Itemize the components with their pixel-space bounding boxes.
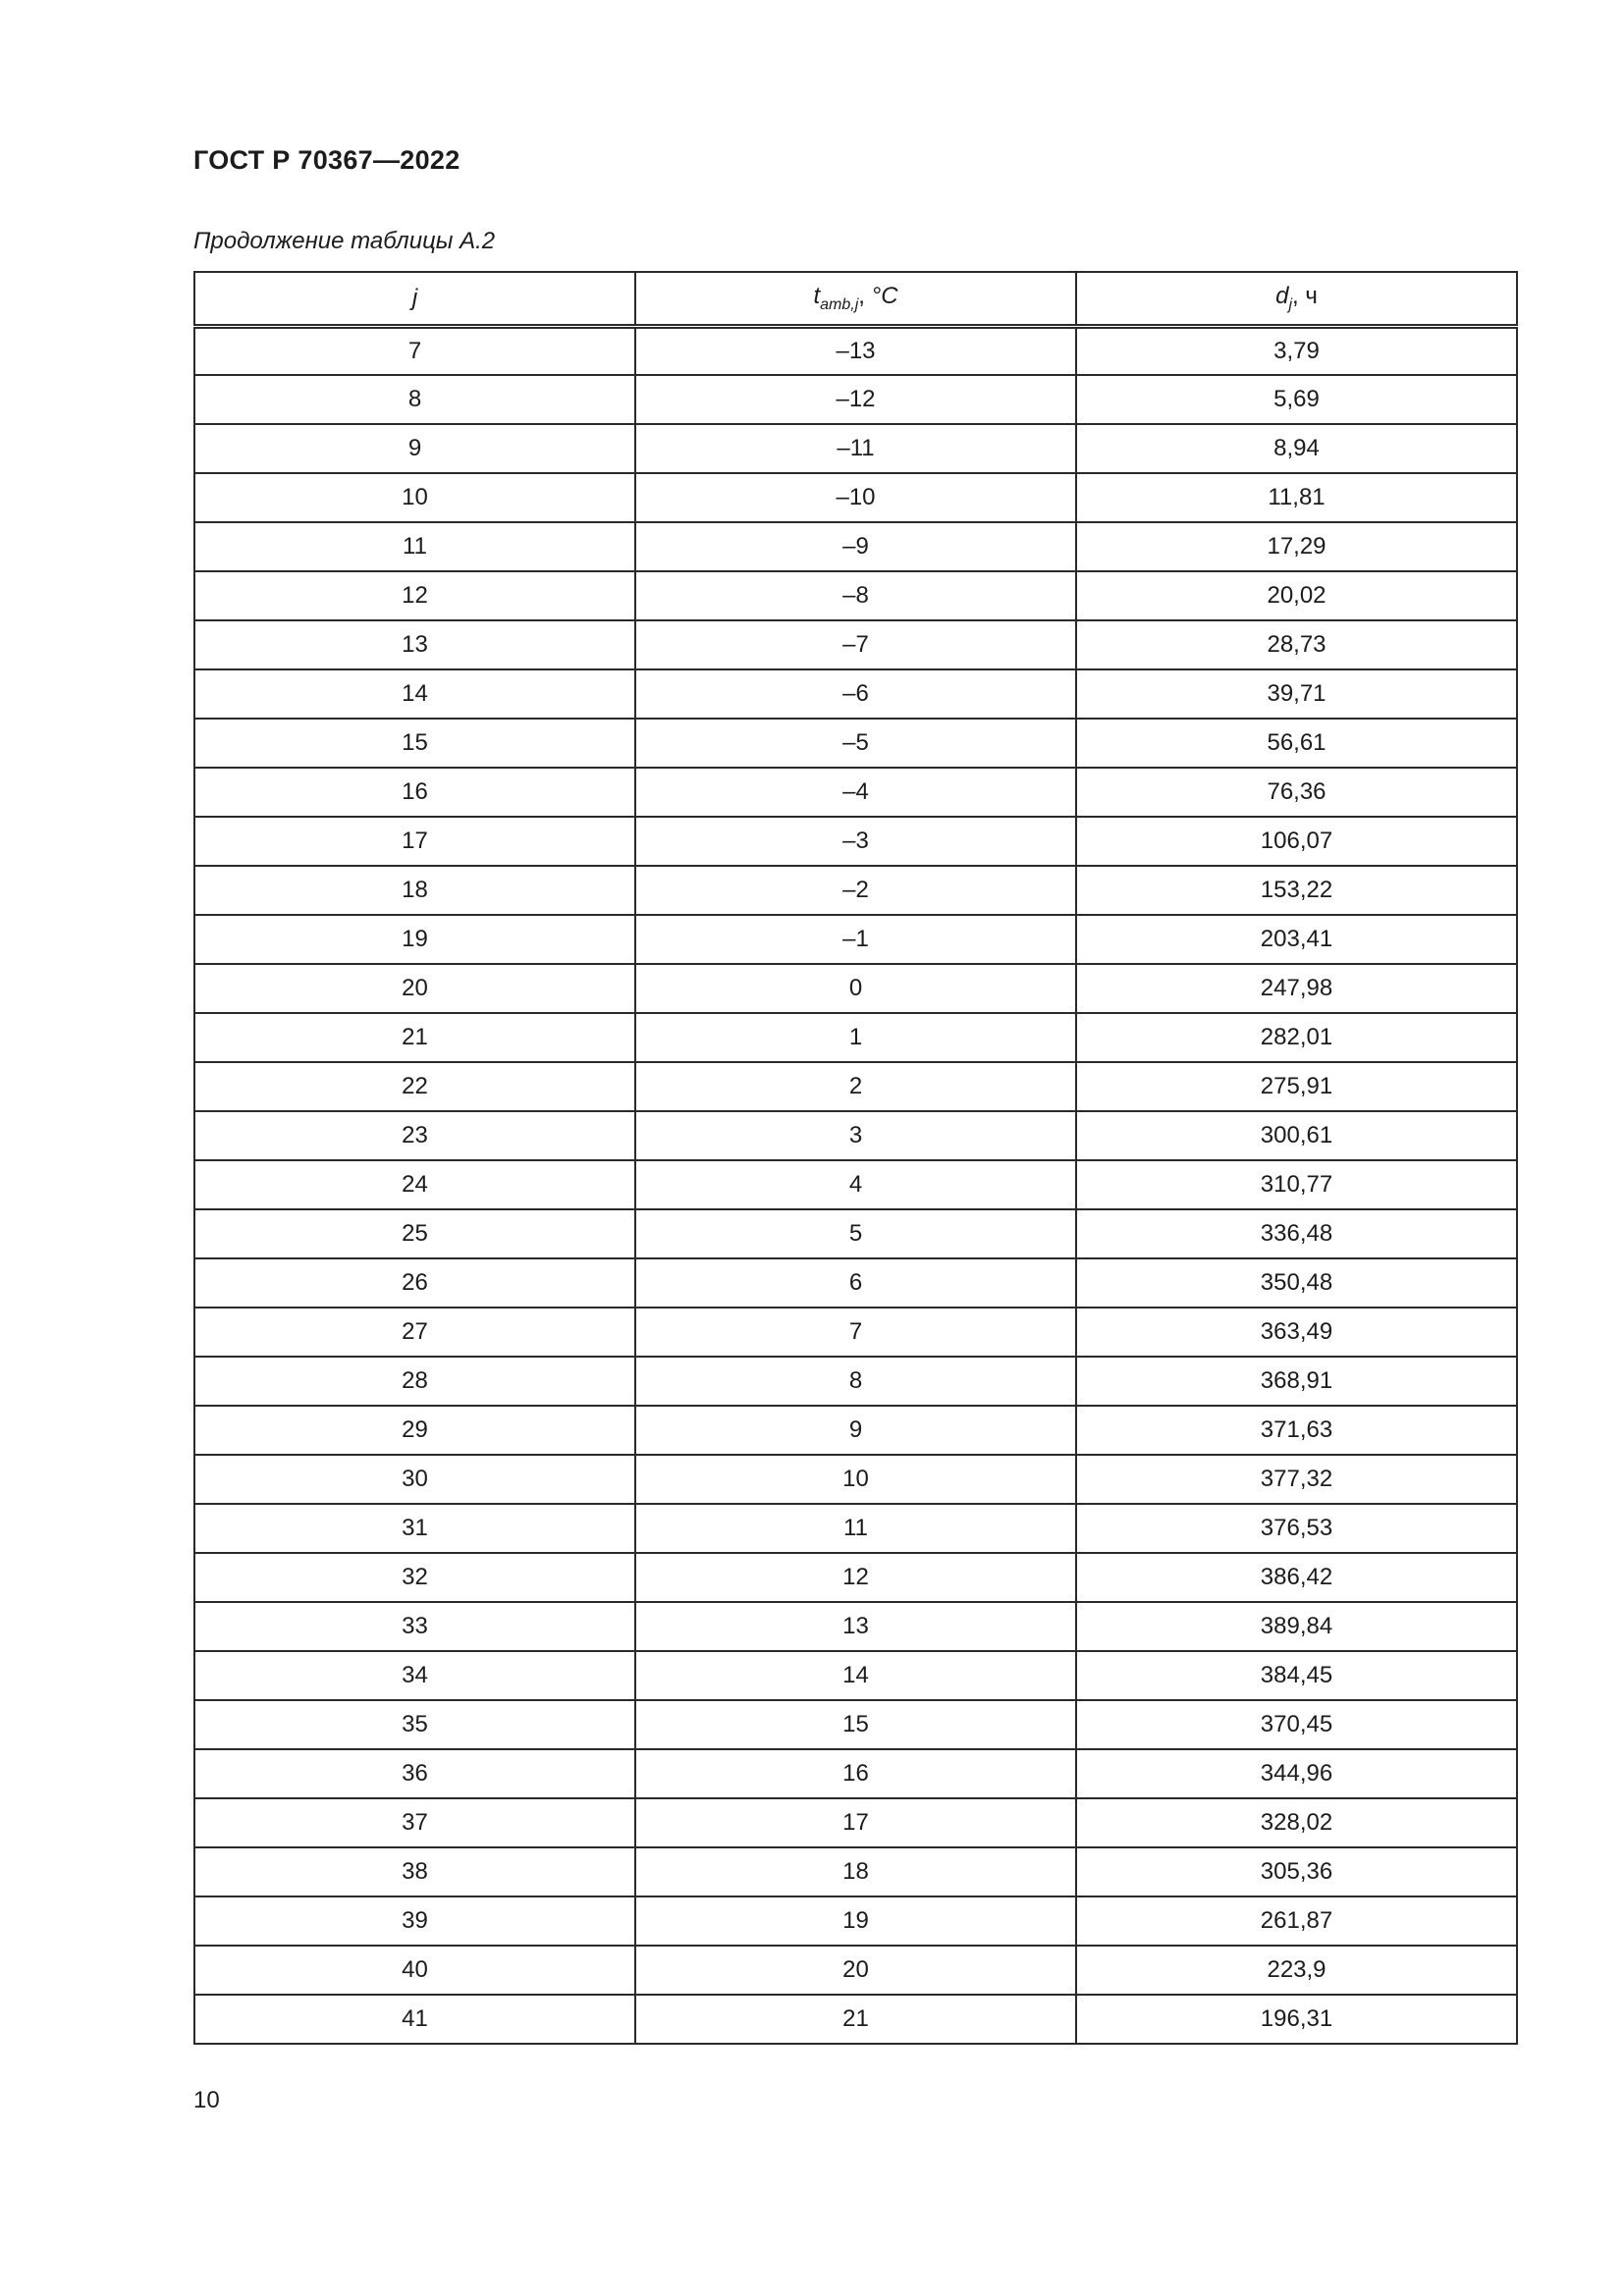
cell-d: 328,02 — [1076, 1798, 1517, 1847]
cell-j: 34 — [194, 1651, 635, 1700]
cell-tamb: 7 — [635, 1308, 1076, 1357]
cell-tamb: –4 — [635, 768, 1076, 817]
table-row — [194, 1553, 1517, 1602]
cell-tamb: –12 — [635, 375, 1076, 424]
cell-j: 17 — [194, 817, 635, 866]
cell-d: 11,81 — [1076, 473, 1517, 522]
column-tamb-symbol: t — [813, 282, 821, 309]
cell-tamb: 11 — [635, 1504, 1076, 1553]
cell-d: 20,02 — [1076, 571, 1517, 620]
cell-j: 14 — [194, 669, 635, 719]
cell-j: 39 — [194, 1896, 635, 1946]
cell-d: 384,45 — [1076, 1651, 1517, 1700]
cell-j: 40 — [194, 1946, 635, 1995]
cell-tamb: 2 — [635, 1062, 1076, 1111]
cell-d: 376,53 — [1076, 1504, 1517, 1553]
table-row — [194, 1602, 1517, 1651]
cell-j: 13 — [194, 620, 635, 669]
cell-tamb: 4 — [635, 1160, 1076, 1209]
cell-d: 196,31 — [1076, 1995, 1517, 2044]
table-row — [194, 1357, 1517, 1406]
cell-d: 153,22 — [1076, 866, 1517, 915]
cell-d: 389,84 — [1076, 1602, 1517, 1651]
table-row — [194, 1504, 1517, 1553]
cell-j: 38 — [194, 1847, 635, 1896]
cell-j: 30 — [194, 1455, 635, 1504]
cell-d: 247,98 — [1076, 964, 1517, 1013]
table-row — [194, 1111, 1517, 1160]
cell-tamb: –8 — [635, 571, 1076, 620]
table-row — [194, 424, 1517, 473]
cell-d: 106,07 — [1076, 817, 1517, 866]
data-table — [193, 271, 1518, 2045]
column-tamb-subscript: amb,j — [820, 295, 859, 313]
cell-tamb: 1 — [635, 1013, 1076, 1062]
cell-tamb: –7 — [635, 620, 1076, 669]
cell-tamb: –1 — [635, 915, 1076, 964]
cell-tamb: 14 — [635, 1651, 1076, 1700]
table-row — [194, 375, 1517, 424]
cell-j: 41 — [194, 1995, 635, 2044]
table-row — [194, 522, 1517, 571]
cell-j: 16 — [194, 768, 635, 817]
table-row — [194, 866, 1517, 915]
cell-j: 35 — [194, 1700, 635, 1749]
table-row — [194, 669, 1517, 719]
cell-j: 9 — [194, 424, 635, 473]
cell-j: 12 — [194, 571, 635, 620]
cell-j: 26 — [194, 1258, 635, 1308]
table-row — [194, 768, 1517, 817]
cell-d: 275,91 — [1076, 1062, 1517, 1111]
column-d-unit: ч — [1305, 282, 1318, 309]
cell-d: 223,9 — [1076, 1946, 1517, 1995]
column-d-subscript: j — [1288, 295, 1293, 313]
document-id: ГОСТ Р 70367—2022 — [193, 145, 460, 175]
table-row — [194, 1798, 1517, 1847]
cell-d: 350,48 — [1076, 1258, 1517, 1308]
cell-tamb: 3 — [635, 1111, 1076, 1160]
cell-j: 22 — [194, 1062, 635, 1111]
cell-d: 336,48 — [1076, 1209, 1517, 1258]
cell-d: 5,69 — [1076, 375, 1517, 424]
column-d-separator: , — [1292, 282, 1299, 309]
table-row — [194, 571, 1517, 620]
cell-j: 21 — [194, 1013, 635, 1062]
cell-d: 56,61 — [1076, 719, 1517, 768]
column-header-d — [1076, 272, 1517, 326]
table-row — [194, 1062, 1517, 1111]
cell-d: 39,71 — [1076, 669, 1517, 719]
cell-j: 33 — [194, 1602, 635, 1651]
table-row — [194, 1946, 1517, 1995]
cell-d: 363,49 — [1076, 1308, 1517, 1357]
table-row — [194, 915, 1517, 964]
cell-tamb: 8 — [635, 1357, 1076, 1406]
cell-d: 8,94 — [1076, 424, 1517, 473]
cell-tamb: 16 — [635, 1749, 1076, 1798]
cell-j: 7 — [194, 326, 635, 375]
cell-d: 368,91 — [1076, 1357, 1517, 1406]
cell-d: 386,42 — [1076, 1553, 1517, 1602]
cell-j: 8 — [194, 375, 635, 424]
table-row — [194, 1896, 1517, 1946]
cell-j: 25 — [194, 1209, 635, 1258]
column-tamb-unit: °C — [871, 282, 898, 309]
cell-d: 305,36 — [1076, 1847, 1517, 1896]
cell-j: 10 — [194, 473, 635, 522]
cell-tamb: –13 — [635, 326, 1076, 375]
cell-tamb: –6 — [635, 669, 1076, 719]
table-header-row — [194, 272, 1517, 326]
cell-d: 261,87 — [1076, 1896, 1517, 1946]
cell-d: 17,29 — [1076, 522, 1517, 571]
cell-tamb: 19 — [635, 1896, 1076, 1946]
cell-tamb: –10 — [635, 473, 1076, 522]
table-row — [194, 1308, 1517, 1357]
cell-j: 28 — [194, 1357, 635, 1406]
cell-tamb: 13 — [635, 1602, 1076, 1651]
cell-tamb: 10 — [635, 1455, 1076, 1504]
column-j-symbol: j — [411, 284, 418, 311]
table-caption: Продолжение таблицы А.2 — [193, 228, 496, 254]
cell-j: 24 — [194, 1160, 635, 1209]
cell-d: 370,45 — [1076, 1700, 1517, 1749]
table-row — [194, 473, 1517, 522]
table-row — [194, 1258, 1517, 1308]
table-row — [194, 1749, 1517, 1798]
cell-j: 36 — [194, 1749, 635, 1798]
cell-j: 27 — [194, 1308, 635, 1357]
cell-tamb: 15 — [635, 1700, 1076, 1749]
table-row — [194, 326, 1517, 375]
table-row — [194, 1406, 1517, 1455]
cell-j: 18 — [194, 866, 635, 915]
table-row — [194, 1995, 1517, 2044]
cell-tamb: –2 — [635, 866, 1076, 915]
cell-tamb: –11 — [635, 424, 1076, 473]
table-row — [194, 1160, 1517, 1209]
column-header-j — [194, 272, 635, 326]
cell-tamb: 20 — [635, 1946, 1076, 1995]
cell-tamb: 21 — [635, 1995, 1076, 2044]
table-row — [194, 1847, 1517, 1896]
column-d-symbol: d — [1275, 282, 1289, 309]
cell-d: 203,41 — [1076, 915, 1517, 964]
page-number: 10 — [193, 2087, 220, 2113]
cell-d: 76,36 — [1076, 768, 1517, 817]
cell-j: 15 — [194, 719, 635, 768]
cell-d: 28,73 — [1076, 620, 1517, 669]
cell-d: 377,32 — [1076, 1455, 1517, 1504]
cell-d: 344,96 — [1076, 1749, 1517, 1798]
table-body — [194, 326, 1517, 2044]
cell-j: 31 — [194, 1504, 635, 1553]
cell-d: 300,61 — [1076, 1111, 1517, 1160]
table-row — [194, 1700, 1517, 1749]
cell-tamb: 5 — [635, 1209, 1076, 1258]
cell-j: 11 — [194, 522, 635, 571]
column-tamb-separator: , — [858, 282, 865, 309]
cell-j: 20 — [194, 964, 635, 1013]
cell-d: 310,77 — [1076, 1160, 1517, 1209]
cell-tamb: –9 — [635, 522, 1076, 571]
table-row — [194, 1209, 1517, 1258]
cell-tamb: 18 — [635, 1847, 1076, 1896]
table-row — [194, 1455, 1517, 1504]
table-row — [194, 1013, 1517, 1062]
table-row — [194, 964, 1517, 1013]
cell-j: 19 — [194, 915, 635, 964]
cell-tamb: 0 — [635, 964, 1076, 1013]
cell-tamb: –3 — [635, 817, 1076, 866]
cell-d: 371,63 — [1076, 1406, 1517, 1455]
cell-j: 37 — [194, 1798, 635, 1847]
table-row — [194, 1651, 1517, 1700]
table-row — [194, 719, 1517, 768]
cell-tamb: 9 — [635, 1406, 1076, 1455]
table-row — [194, 620, 1517, 669]
cell-tamb: –5 — [635, 719, 1076, 768]
cell-tamb: 12 — [635, 1553, 1076, 1602]
column-header-tamb — [635, 272, 1076, 326]
cell-d: 3,79 — [1076, 326, 1517, 375]
cell-j: 32 — [194, 1553, 635, 1602]
cell-j: 23 — [194, 1111, 635, 1160]
cell-tamb: 17 — [635, 1798, 1076, 1847]
cell-d: 282,01 — [1076, 1013, 1517, 1062]
cell-j: 29 — [194, 1406, 635, 1455]
table-row — [194, 817, 1517, 866]
cell-tamb: 6 — [635, 1258, 1076, 1308]
